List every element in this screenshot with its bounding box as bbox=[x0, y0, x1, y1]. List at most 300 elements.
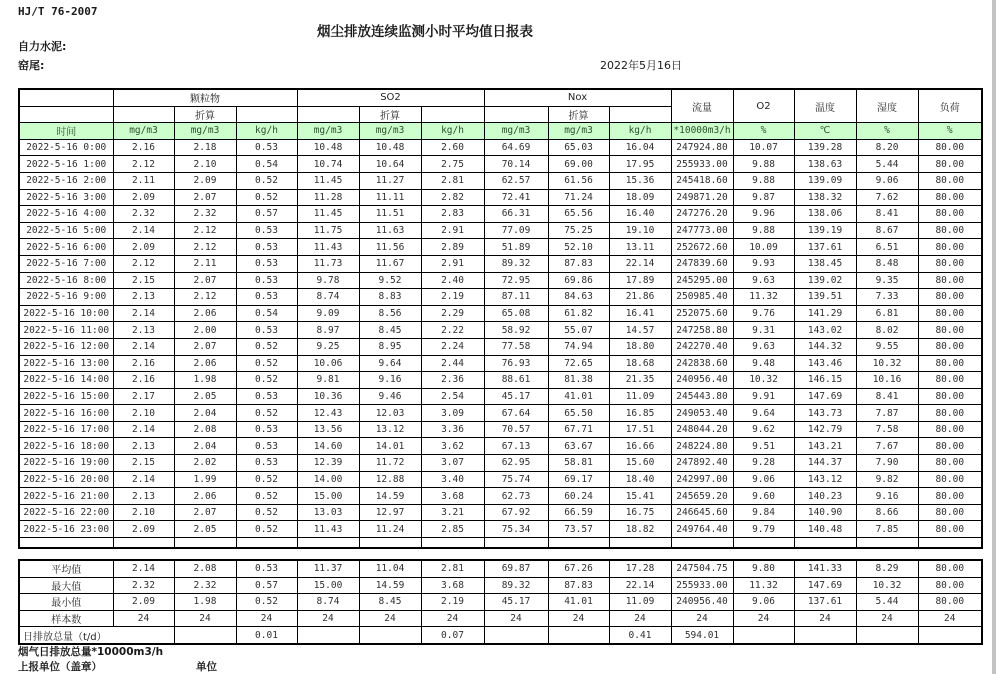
group-header-row bbox=[19, 89, 982, 106]
value-cell: 8.74 bbox=[297, 594, 359, 611]
value-cell: 2.82 bbox=[421, 189, 484, 206]
unit-cell: % bbox=[856, 123, 918, 140]
value-cell: 6.81 bbox=[856, 305, 918, 322]
value-cell: 12.03 bbox=[359, 405, 421, 422]
value-cell: 0.53 bbox=[236, 455, 297, 472]
value-cell: 2.10 bbox=[113, 405, 174, 422]
value-cell: 249764.40 bbox=[671, 521, 733, 538]
value-cell: 9.60 bbox=[733, 488, 794, 505]
value-cell: 2.22 bbox=[421, 322, 484, 339]
value-cell: 9.63 bbox=[733, 338, 794, 355]
value-cell: 11.67 bbox=[359, 255, 421, 272]
empty-cell bbox=[609, 538, 671, 549]
value-cell: 2.05 bbox=[174, 521, 236, 538]
value-cell: 18.80 bbox=[609, 338, 671, 355]
value-cell: 2.81 bbox=[421, 560, 484, 577]
value-cell: 74.94 bbox=[548, 338, 609, 355]
value-cell: 77.09 bbox=[484, 222, 548, 239]
value-cell: 80.00 bbox=[918, 239, 982, 256]
value-cell: 0.53 bbox=[236, 255, 297, 272]
company-label: 自力水泥: bbox=[18, 40, 67, 53]
value-cell: 3.40 bbox=[421, 471, 484, 488]
time-cell: 2022-5-16 3:00 bbox=[19, 189, 113, 206]
value-cell: 2.14 bbox=[113, 222, 174, 239]
value-cell: 69.17 bbox=[548, 471, 609, 488]
value-cell: 80.00 bbox=[918, 222, 982, 239]
value-cell: 240956.40 bbox=[671, 372, 733, 389]
daily-total-row bbox=[19, 627, 982, 644]
value-cell: 10.48 bbox=[297, 139, 359, 156]
value-cell: 9.31 bbox=[733, 322, 794, 339]
value-cell: 9.63 bbox=[733, 272, 794, 289]
value-cell: 0.54 bbox=[236, 305, 297, 322]
value-cell: 245295.00 bbox=[671, 272, 733, 289]
value-cell: 143.46 bbox=[794, 355, 856, 372]
value-cell: 2.13 bbox=[113, 438, 174, 455]
value-cell: 0.52 bbox=[236, 471, 297, 488]
value-cell: 0.53 bbox=[236, 421, 297, 438]
table-row bbox=[19, 172, 982, 189]
unit-cell: % bbox=[733, 123, 794, 140]
group-header-so2: SO2 bbox=[297, 89, 484, 106]
unit-cell: kg/h bbox=[236, 123, 297, 140]
value-cell: 80.00 bbox=[918, 438, 982, 455]
value-cell: 41.01 bbox=[548, 388, 609, 405]
time-cell: 2022-5-16 12:00 bbox=[19, 338, 113, 355]
reporting-unit-label: 上报单位（盖章） bbox=[18, 661, 102, 673]
value-cell: 72.41 bbox=[484, 189, 548, 206]
time-cell: 2022-5-16 11:00 bbox=[19, 322, 113, 339]
unit-cell: % bbox=[918, 123, 982, 140]
value-cell: 10.32 bbox=[856, 355, 918, 372]
value-cell: 2.13 bbox=[113, 289, 174, 306]
value-cell: 65.03 bbox=[548, 139, 609, 156]
value-cell: 9.51 bbox=[733, 438, 794, 455]
value-cell: 9.88 bbox=[733, 156, 794, 173]
value-cell: 3.68 bbox=[421, 577, 484, 594]
value-cell: 594.01 bbox=[671, 627, 733, 644]
value-cell: 9.96 bbox=[733, 206, 794, 223]
value-cell: 11.63 bbox=[359, 222, 421, 239]
value-cell: 1.98 bbox=[174, 594, 236, 611]
value-cell: 252672.60 bbox=[671, 239, 733, 256]
value-cell: 21.35 bbox=[609, 372, 671, 389]
value-cell: 9.91 bbox=[733, 388, 794, 405]
time-cell: 2022-5-16 20:00 bbox=[19, 471, 113, 488]
value-cell: 80.00 bbox=[918, 594, 982, 611]
value-cell: 2.00 bbox=[174, 322, 236, 339]
value-cell: 15.41 bbox=[609, 488, 671, 505]
value-cell: 2.07 bbox=[174, 338, 236, 355]
value-cell: 24 bbox=[856, 610, 918, 627]
value-cell: 0.52 bbox=[236, 189, 297, 206]
value-cell: 0.52 bbox=[236, 372, 297, 389]
value-cell: 80.00 bbox=[918, 189, 982, 206]
value-cell: 24 bbox=[548, 610, 609, 627]
value-cell: 3.21 bbox=[421, 504, 484, 521]
value-cell: 140.48 bbox=[794, 521, 856, 538]
summary-row bbox=[19, 560, 982, 577]
value-cell: 242997.00 bbox=[671, 471, 733, 488]
value-cell: 10.74 bbox=[297, 156, 359, 173]
value-cell: 16.85 bbox=[609, 405, 671, 422]
value-cell: 141.29 bbox=[794, 305, 856, 322]
value-cell: 2.15 bbox=[113, 455, 174, 472]
table-row bbox=[19, 139, 982, 156]
time-cell: 2022-5-16 16:00 bbox=[19, 405, 113, 422]
value-cell: 8.41 bbox=[856, 206, 918, 223]
value-cell: 63.67 bbox=[548, 438, 609, 455]
empty-cell bbox=[484, 106, 548, 123]
value-cell: 2.06 bbox=[174, 305, 236, 322]
value-cell: 248224.80 bbox=[671, 438, 733, 455]
value-cell: 55.07 bbox=[548, 322, 609, 339]
group-header-nox: Nox bbox=[484, 89, 671, 106]
value-cell bbox=[174, 627, 236, 644]
value-cell: 62.73 bbox=[484, 488, 548, 505]
value-cell: 89.32 bbox=[484, 577, 548, 594]
header-temperature: 温度 bbox=[794, 89, 856, 123]
value-cell: 9.62 bbox=[733, 421, 794, 438]
value-cell: 66.31 bbox=[484, 206, 548, 223]
value-cell: 80.00 bbox=[918, 272, 982, 289]
value-cell: 11.75 bbox=[297, 222, 359, 239]
value-cell: 2.12 bbox=[174, 222, 236, 239]
value-cell: 3.62 bbox=[421, 438, 484, 455]
time-cell: 2022-5-16 22:00 bbox=[19, 504, 113, 521]
empty-cell bbox=[19, 538, 113, 549]
table-row bbox=[19, 239, 982, 256]
value-cell: 7.90 bbox=[856, 455, 918, 472]
value-cell: 24 bbox=[421, 610, 484, 627]
value-cell: 0.07 bbox=[421, 627, 484, 644]
value-cell: 65.56 bbox=[548, 206, 609, 223]
value-cell: 67.26 bbox=[548, 560, 609, 577]
value-cell: 10.64 bbox=[359, 156, 421, 173]
value-cell: 75.34 bbox=[484, 521, 548, 538]
value-cell: 1.99 bbox=[174, 471, 236, 488]
value-cell: 19.10 bbox=[609, 222, 671, 239]
empty-cell bbox=[484, 538, 548, 549]
value-cell: 144.37 bbox=[794, 455, 856, 472]
value-cell: 242838.60 bbox=[671, 355, 733, 372]
value-cell: 80.00 bbox=[918, 139, 982, 156]
value-cell: 22.14 bbox=[609, 577, 671, 594]
value-cell: 45.17 bbox=[484, 388, 548, 405]
empty-cell bbox=[236, 538, 297, 549]
summary-label: 最大值 bbox=[19, 577, 113, 594]
value-cell: 247892.40 bbox=[671, 455, 733, 472]
value-cell: 8.83 bbox=[359, 289, 421, 306]
value-cell: 0.53 bbox=[236, 139, 297, 156]
value-cell: 140.23 bbox=[794, 488, 856, 505]
value-cell: 9.28 bbox=[733, 455, 794, 472]
time-cell: 2022-5-16 5:00 bbox=[19, 222, 113, 239]
value-cell: 7.87 bbox=[856, 405, 918, 422]
value-cell: 0.01 bbox=[236, 627, 297, 644]
value-cell: 14.60 bbox=[297, 438, 359, 455]
value-cell: 9.79 bbox=[733, 521, 794, 538]
value-cell: 80.00 bbox=[918, 355, 982, 372]
value-cell: 7.62 bbox=[856, 189, 918, 206]
value-cell: 51.89 bbox=[484, 239, 548, 256]
value-cell: 0.52 bbox=[236, 338, 297, 355]
value-cell: 14.01 bbox=[359, 438, 421, 455]
value-cell: 69.86 bbox=[548, 272, 609, 289]
value-cell: 247258.80 bbox=[671, 322, 733, 339]
value-cell: 11.51 bbox=[359, 206, 421, 223]
value-cell: 67.92 bbox=[484, 504, 548, 521]
time-cell: 2022-5-16 10:00 bbox=[19, 305, 113, 322]
value-cell: 2.12 bbox=[174, 289, 236, 306]
value-cell: 0.53 bbox=[236, 322, 297, 339]
value-cell: 139.09 bbox=[794, 172, 856, 189]
table-row bbox=[19, 255, 982, 272]
value-cell: 0.52 bbox=[236, 355, 297, 372]
value-cell: 22.14 bbox=[609, 255, 671, 272]
value-cell: 8.45 bbox=[359, 594, 421, 611]
value-cell: 2.08 bbox=[174, 421, 236, 438]
value-cell: 18.40 bbox=[609, 471, 671, 488]
value-cell: 14.59 bbox=[359, 577, 421, 594]
value-cell: 62.95 bbox=[484, 455, 548, 472]
value-cell: 2.12 bbox=[113, 255, 174, 272]
value-cell: 2.16 bbox=[113, 355, 174, 372]
value-cell: 80.00 bbox=[918, 338, 982, 355]
table-row bbox=[19, 421, 982, 438]
value-cell: 137.61 bbox=[794, 239, 856, 256]
time-cell: 2022-5-16 21:00 bbox=[19, 488, 113, 505]
value-cell: 2.15 bbox=[113, 272, 174, 289]
time-header: 时间 bbox=[19, 123, 113, 140]
value-cell: 6.51 bbox=[856, 239, 918, 256]
value-cell: 245418.60 bbox=[671, 172, 733, 189]
value-cell: 2.81 bbox=[421, 172, 484, 189]
value-cell: 11.56 bbox=[359, 239, 421, 256]
value-cell: 81.38 bbox=[548, 372, 609, 389]
value-cell: 0.52 bbox=[236, 504, 297, 521]
value-cell: 2.83 bbox=[421, 206, 484, 223]
value-cell: 11.28 bbox=[297, 189, 359, 206]
value-cell: 67.64 bbox=[484, 405, 548, 422]
value-cell: 9.06 bbox=[733, 471, 794, 488]
value-cell: 8.97 bbox=[297, 322, 359, 339]
value-cell: 245659.20 bbox=[671, 488, 733, 505]
value-cell: 12.97 bbox=[359, 504, 421, 521]
header-load: 负荷 bbox=[918, 89, 982, 123]
value-cell: 2.91 bbox=[421, 222, 484, 239]
value-cell: 9.64 bbox=[359, 355, 421, 372]
value-cell: 2.18 bbox=[174, 139, 236, 156]
value-cell: 11.04 bbox=[359, 560, 421, 577]
value-cell: 24 bbox=[297, 610, 359, 627]
value-cell: 87.11 bbox=[484, 289, 548, 306]
time-cell: 2022-5-16 14:00 bbox=[19, 372, 113, 389]
value-cell: 3.36 bbox=[421, 421, 484, 438]
value-cell: 24 bbox=[918, 610, 982, 627]
table-row bbox=[19, 372, 982, 389]
value-cell: 138.63 bbox=[794, 156, 856, 173]
value-cell: 2.85 bbox=[421, 521, 484, 538]
value-cell: 0.53 bbox=[236, 239, 297, 256]
value-cell: 66.59 bbox=[548, 504, 609, 521]
value-cell: 7.33 bbox=[856, 289, 918, 306]
value-cell: 2.02 bbox=[174, 455, 236, 472]
time-cell: 2022-5-16 1:00 bbox=[19, 156, 113, 173]
value-cell: 80.00 bbox=[918, 421, 982, 438]
empty-cell bbox=[794, 538, 856, 549]
value-cell: 15.00 bbox=[297, 577, 359, 594]
value-cell: 21.86 bbox=[609, 289, 671, 306]
value-cell: 147.69 bbox=[794, 577, 856, 594]
value-cell: 2.91 bbox=[421, 255, 484, 272]
summary-label: 最小值 bbox=[19, 594, 113, 611]
value-cell: 9.64 bbox=[733, 405, 794, 422]
value-cell: 2.07 bbox=[174, 272, 236, 289]
summary-table bbox=[18, 559, 983, 645]
value-cell: 2.10 bbox=[113, 504, 174, 521]
value-cell: 143.21 bbox=[794, 438, 856, 455]
value-cell: 16.66 bbox=[609, 438, 671, 455]
value-cell: 248044.20 bbox=[671, 421, 733, 438]
value-cell: 13.03 bbox=[297, 504, 359, 521]
table-row bbox=[19, 388, 982, 405]
table-row bbox=[19, 222, 982, 239]
value-cell: 71.24 bbox=[548, 189, 609, 206]
value-cell: 246645.60 bbox=[671, 504, 733, 521]
value-cell: 144.32 bbox=[794, 338, 856, 355]
value-cell: 2.11 bbox=[174, 255, 236, 272]
value-cell: 139.51 bbox=[794, 289, 856, 306]
time-cell: 2022-5-16 19:00 bbox=[19, 455, 113, 472]
empty-cell bbox=[359, 538, 421, 549]
empty-cell bbox=[297, 538, 359, 549]
value-cell: 146.15 bbox=[794, 372, 856, 389]
summary-label: 平均值 bbox=[19, 560, 113, 577]
value-cell: 11.32 bbox=[733, 289, 794, 306]
value-cell: 2.09 bbox=[174, 172, 236, 189]
value-cell: 80.00 bbox=[918, 521, 982, 538]
value-cell bbox=[484, 627, 548, 644]
value-cell: 8.48 bbox=[856, 255, 918, 272]
value-cell: 3.07 bbox=[421, 455, 484, 472]
value-cell: 15.00 bbox=[297, 488, 359, 505]
value-cell: 14.57 bbox=[609, 322, 671, 339]
value-cell: 137.61 bbox=[794, 594, 856, 611]
value-cell: 2.60 bbox=[421, 139, 484, 156]
value-cell: 24 bbox=[484, 610, 548, 627]
summary-label: 样本数 bbox=[19, 610, 113, 627]
value-cell: 2.09 bbox=[113, 239, 174, 256]
value-cell: 139.19 bbox=[794, 222, 856, 239]
value-cell: 141.33 bbox=[794, 560, 856, 577]
value-cell: 18.82 bbox=[609, 521, 671, 538]
value-cell: 80.00 bbox=[918, 255, 982, 272]
value-cell: 9.48 bbox=[733, 355, 794, 372]
value-cell: 80.00 bbox=[918, 560, 982, 577]
unit-cell: mg/m3 bbox=[359, 123, 421, 140]
value-cell: 18.68 bbox=[609, 355, 671, 372]
value-cell: 11.09 bbox=[609, 594, 671, 611]
value-cell: 10.36 bbox=[297, 388, 359, 405]
value-cell: 0.53 bbox=[236, 560, 297, 577]
time-cell: 2022-5-16 4:00 bbox=[19, 206, 113, 223]
table-row bbox=[19, 504, 982, 521]
value-cell: 24 bbox=[174, 610, 236, 627]
table-row bbox=[19, 488, 982, 505]
standard-number: HJ/T 76-2007 bbox=[18, 5, 98, 18]
value-cell: 138.45 bbox=[794, 255, 856, 272]
value-cell: 9.78 bbox=[297, 272, 359, 289]
value-cell: 80.00 bbox=[918, 388, 982, 405]
empty-cell bbox=[548, 538, 609, 549]
value-cell: 9.82 bbox=[856, 471, 918, 488]
table-row bbox=[19, 289, 982, 306]
value-cell: 11.45 bbox=[297, 206, 359, 223]
value-cell: 2.14 bbox=[113, 305, 174, 322]
value-cell: 69.00 bbox=[548, 156, 609, 173]
value-cell: 8.41 bbox=[856, 388, 918, 405]
value-cell: 11.24 bbox=[359, 521, 421, 538]
value-cell: 7.85 bbox=[856, 521, 918, 538]
value-cell: 0.52 bbox=[236, 521, 297, 538]
value-cell: 80.00 bbox=[918, 172, 982, 189]
value-cell: 58.92 bbox=[484, 322, 548, 339]
value-cell: 11.43 bbox=[297, 521, 359, 538]
value-cell: 2.89 bbox=[421, 239, 484, 256]
value-cell: 80.00 bbox=[918, 206, 982, 223]
empty-cell bbox=[19, 106, 113, 123]
value-cell: 2.16 bbox=[113, 372, 174, 389]
value-cell: 2.29 bbox=[421, 305, 484, 322]
value-cell: 9.06 bbox=[856, 172, 918, 189]
value-cell: 252075.60 bbox=[671, 305, 733, 322]
value-cell: 80.00 bbox=[918, 322, 982, 339]
value-cell: 2.36 bbox=[421, 372, 484, 389]
value-cell: 11.09 bbox=[609, 388, 671, 405]
value-cell: 11.73 bbox=[297, 255, 359, 272]
value-cell: 143.12 bbox=[794, 471, 856, 488]
value-cell: 80.00 bbox=[918, 504, 982, 521]
value-cell: 14.00 bbox=[297, 471, 359, 488]
value-cell: 2.09 bbox=[113, 521, 174, 538]
value-cell bbox=[297, 627, 359, 644]
value-cell: 2.19 bbox=[421, 289, 484, 306]
summary-row bbox=[19, 577, 982, 594]
value-cell: 67.13 bbox=[484, 438, 548, 455]
value-cell: 2.40 bbox=[421, 272, 484, 289]
value-cell: 24 bbox=[671, 610, 733, 627]
empty-cell bbox=[113, 106, 174, 123]
value-cell: 2.54 bbox=[421, 388, 484, 405]
value-cell: 9.06 bbox=[733, 594, 794, 611]
value-cell: 2.16 bbox=[113, 139, 174, 156]
empty-cell bbox=[236, 106, 297, 123]
value-cell: 2.14 bbox=[113, 421, 174, 438]
value-cell: 2.07 bbox=[174, 504, 236, 521]
table-row bbox=[19, 438, 982, 455]
value-cell: 45.17 bbox=[484, 594, 548, 611]
value-cell: 77.58 bbox=[484, 338, 548, 355]
empty-cell bbox=[733, 538, 794, 549]
value-cell: 9.87 bbox=[733, 189, 794, 206]
time-cell: 2022-5-16 2:00 bbox=[19, 172, 113, 189]
time-cell: 2022-5-16 17:00 bbox=[19, 421, 113, 438]
value-cell: 0.57 bbox=[236, 206, 297, 223]
value-cell: 143.73 bbox=[794, 405, 856, 422]
empty-cell bbox=[671, 538, 733, 549]
value-cell: 2.10 bbox=[174, 156, 236, 173]
